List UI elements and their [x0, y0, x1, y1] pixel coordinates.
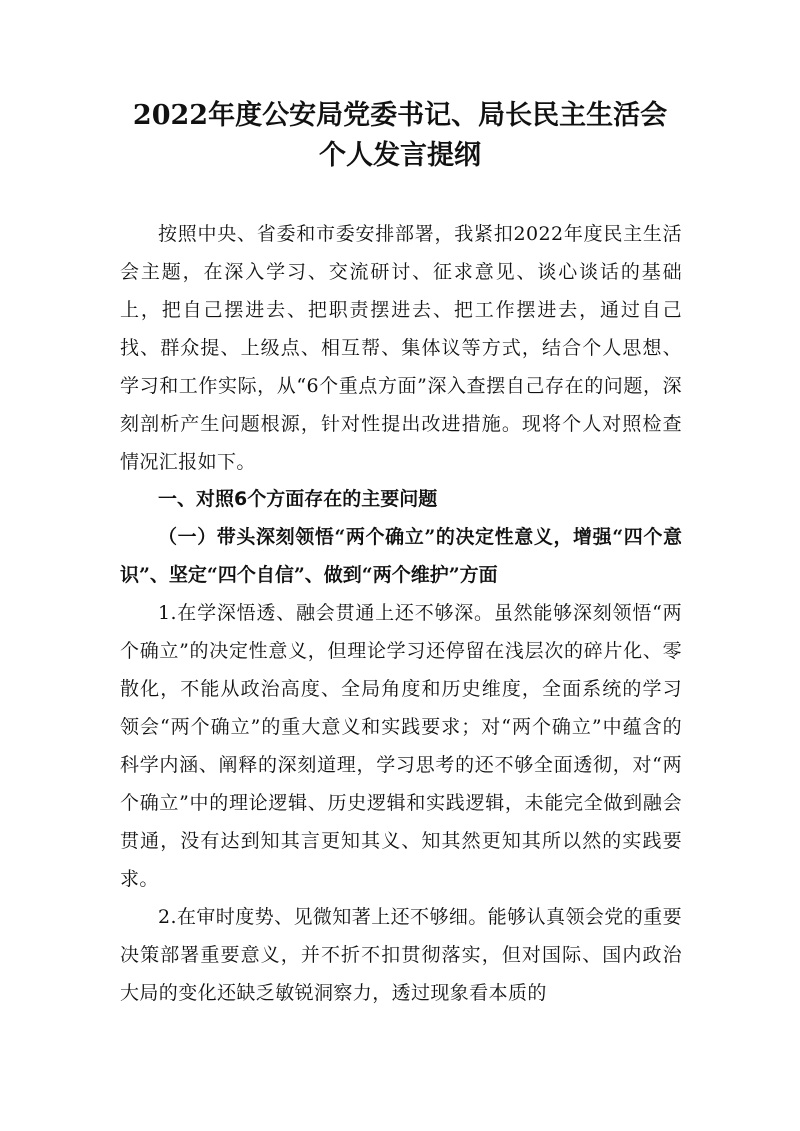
item-paragraph-2: 2.在审时度势、见微知著上还不够细。能够认真领会党的重要决策部署重要意义，并不折不扣贯彻落实，但对国际、国内政治大局的变化还缺乏敏锐洞察力，透过现象看本质的 — [120, 906, 682, 1004]
subsection-heading-1: （一）带头深刻领悟“两个确立”的决定性意义，增强“四个意识”、坚定“四个自信”、做到“两个维护”方面 — [120, 526, 682, 586]
intro-paragraph: 按照中央、省委和市委安排部署，我紧扣2022年度民主生活会主题，在深入学习、交流研讨、征求意见、谈心谈话的基础上，把自己摆进去、把职责摆进去、把工作摆进去，通过自己找、群众提、上级点、相互帮、集体议等方式，结合个人思想、学习和工作实际，从“6个重点方面”深入查摆自己存在的问题，深刻剖析产生问题根源，针对性提出改进措施。现将个人对照检查情况汇报如下。 — [120, 223, 682, 473]
item-paragraph-1: 1.在学深悟透、融会贯通上还不够深。虽然能够深刻领悟“两个确立”的决定性意义，但理论学习还停留在浅层次的碎片化、零散化，不能从政治高度、全局角度和历史维度，全面系统的学习领会“两个确立”的重大意义和实践要求；对“两个确立”中蕴含的科学内涵、阐释的深刻道理，学习思考的还不够全面透彻，对“两个确立”中的理论逻辑、历史逻辑和实践逻辑，未能完全做到融会贯通，没有达到知其言更知其义、知其然更知其所以然的实践要求。 — [120, 602, 682, 890]
document-title-line-1: 2022年度公安局党委书记、局长民主生活会 — [132, 100, 668, 131]
document-title-line-2: 个人发言提纲 — [319, 140, 481, 171]
section-heading-1: 一、对照6个方面存在的主要问题 — [158, 488, 438, 510]
